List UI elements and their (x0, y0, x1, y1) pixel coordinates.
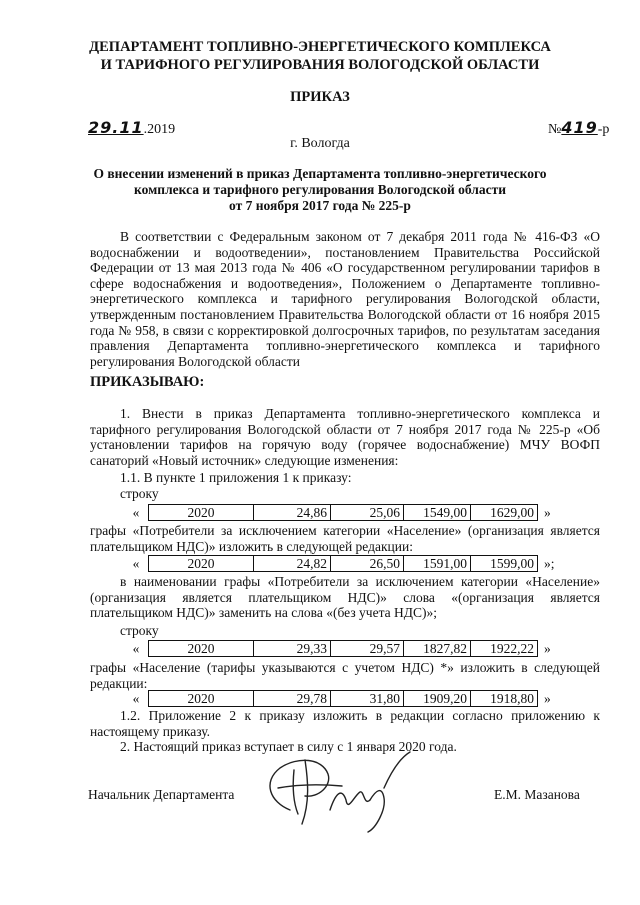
number-prefix: № (548, 122, 562, 137)
signatory-position: Начальник Департамента (88, 787, 235, 802)
document-date (88, 118, 175, 138)
item-1-paragraph: 1. Внести в приказ Департамента топливно-энергетического комплекса и тарифного регулирования Вологодской области от 7 ноября 2017 года № 225-р «Об установлении тарифов на горячую воду (горячее водоснабжение) МЧУ ВОФП санаторий «Новый источник» следующие изменения: (90, 406, 600, 468)
cell-value-1: 24,82 (253, 555, 331, 572)
subject-line1: О внесении изменений в приказ Департамента топливно-энергетического (93, 166, 547, 181)
number-handwritten: 419 (561, 118, 598, 137)
cell-year: 2020 (148, 640, 254, 657)
handwritten-signature (250, 740, 420, 835)
quote-open: « (132, 691, 140, 706)
tariff-row-4 (124, 690, 551, 707)
cell-value-2: 26,50 (330, 555, 404, 572)
cell-value-3: 1591,00 (403, 555, 471, 572)
quote-open: « (132, 505, 140, 520)
quote-close: » (544, 641, 551, 656)
order-subject (0, 166, 640, 214)
order-word: ПРИКАЗЫВАЮ: (90, 374, 205, 390)
tariff-row-1 (124, 504, 551, 521)
cell-value-3: 1549,00 (403, 504, 471, 521)
signatory-name: Е.М. Мазанова (494, 787, 580, 802)
quote-close: » (544, 505, 551, 520)
number-suffix: -р (597, 122, 610, 137)
grafy-paragraph-2: графы «Население (тарифы указываются с учетом НДС) *» изложить в следующей редакции: (90, 660, 600, 691)
cell-value-4: 1629,00 (470, 504, 538, 521)
cell-value-2: 25,06 (330, 504, 404, 521)
document-number (548, 118, 609, 138)
cell-year: 2020 (148, 504, 254, 521)
cell-value-4: 1918,80 (470, 690, 538, 707)
date-year: .2019 (143, 122, 176, 137)
label-stroku-1: строку (120, 486, 159, 501)
grafy-paragraph-1: графы «Потребители за исключением категории «Население» (организация является плательщиком НДС)» изложить в следующей редакции: (90, 523, 600, 554)
naimenovanie-paragraph: в наименовании графы «Потребители за исключением категории «Население» (организация является плательщиком НДС)» слова «(организация является плательщиком НДС)» заменить на слова «(без учета НДС)»; (90, 574, 600, 621)
cell-year: 2020 (148, 555, 254, 572)
cell-value-3: 1909,20 (403, 690, 471, 707)
item-2-paragraph: 2. Настоящий приказ вступает в силу с 1 января 2020 года. (120, 739, 457, 754)
cell-value-1: 24,86 (253, 504, 331, 521)
cell-value-2: 31,80 (330, 690, 404, 707)
department-name-line2: И ТАРИФНОГО РЕГУЛИРОВАНИЯ ВОЛОГОДСКОЙ ОБЛАСТИ (100, 57, 540, 73)
subject-line2: комплекса и тарифного регулирования Вологодской области (134, 182, 506, 197)
document-type: ПРИКАЗ (290, 89, 350, 105)
preamble-paragraph: В соответствии с Федеральным законом от 7 декабря 2011 года № 416-ФЗ «О водоснабжении и водоотведении», постановлением Правительства Российской Федерации от 13 мая 2013 года № 406 «О государственном регулировании тарифов в сфере водоснабжения и водоотведения», Положением о Департаменте топливно-энергетического комплекса и тарифного регулирования Вологодской области, утвержденным постановлением Правительства Вологодской области от 16 ноября 2015 года № 958, в связи с корректировкой долгосрочных тарифов, по результатам заседания правления Департамента топливно-энергетического комплекса и тарифного регулирования Вологодской области (90, 229, 600, 369)
quote-close: »; (544, 556, 555, 571)
date-handwritten: 29.11 (88, 118, 144, 137)
label-stroku-2: строку (120, 623, 159, 638)
cell-value-4: 1922,22 (470, 640, 538, 657)
cell-value-4: 1599,00 (470, 555, 538, 572)
item-1-2-paragraph: 1.2. Приложение 2 к приказу изложить в редакции согласно приложению к настоящему приказу. (90, 708, 600, 739)
cell-value-3: 1827,82 (403, 640, 471, 657)
cell-value-2: 29,57 (330, 640, 404, 657)
cell-value-1: 29,33 (253, 640, 331, 657)
quote-open: « (132, 641, 140, 656)
department-name-line1: ДЕПАРТАМЕНТ ТОПЛИВНО-ЭНЕРГЕТИЧЕСКОГО КОМПЛЕКСА (89, 39, 551, 55)
item-1-1-paragraph: 1.1. В пункте 1 приложения 1 к приказу: (120, 470, 352, 485)
cell-year: 2020 (148, 690, 254, 707)
subject-line3: от 7 ноября 2017 года № 225-р (229, 198, 411, 213)
tariff-row-3 (124, 640, 551, 657)
city: г. Вологда (290, 136, 350, 151)
quote-open: « (132, 556, 140, 571)
quote-close: » (544, 691, 551, 706)
cell-value-1: 29,78 (253, 690, 331, 707)
tariff-row-2 (124, 555, 555, 572)
